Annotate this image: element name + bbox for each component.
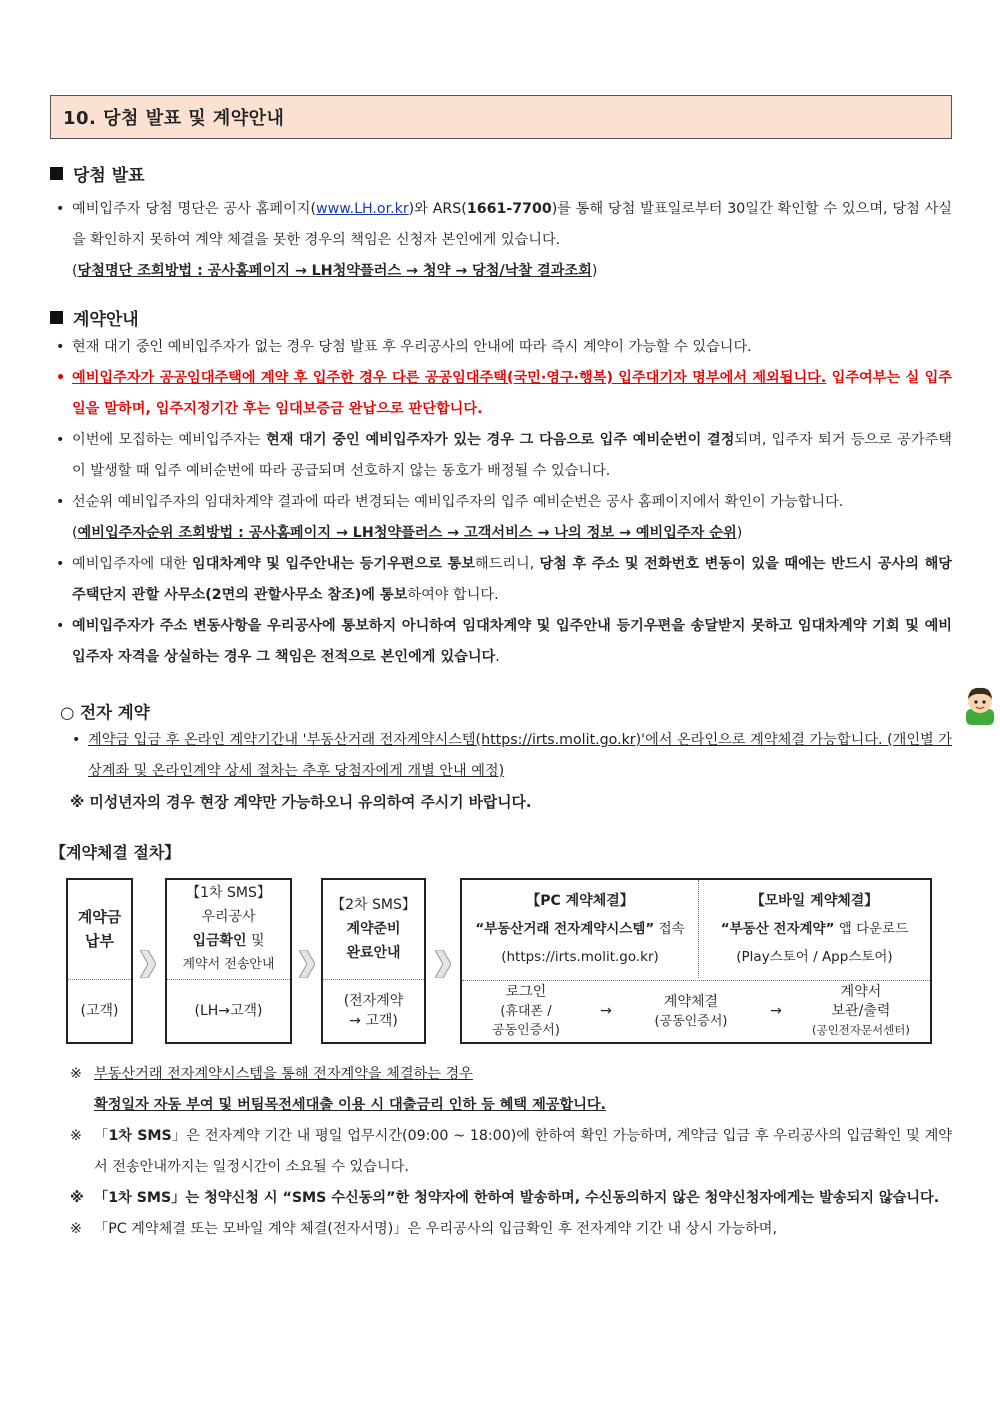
arrow-right-icon: →: [600, 1003, 612, 1019]
flow-title: 【계약체결 절차】: [50, 843, 181, 862]
note-1-benefit: 확정일자 자동 부여 및 버팀목전세대출 이용 시 대출금리 인하 등 혜택 제공합니다.: [94, 1097, 606, 1113]
document-page: [50, 95, 952, 1245]
step-login: 로그인 (휴대폰 / 공동인증서): [492, 984, 560, 1038]
contract-bullet-3: • 이번에 모집하는 예비입주자는 현재 대기 중인 예비입주자가 있는 경우 그 다음으로 입주 예비순번이 결정되며, 입주자 퇴거 등으로 공가주택이 발생할 때 입주 예비순번에 따라 공급되며 선호하지 않는 동호가 배정될 수 있습니다.: [50, 425, 952, 487]
contract-flow-diagram: [50, 875, 952, 1055]
arrow-right-icon: →: [770, 1003, 782, 1019]
flow-step-sms1: 【1차 SMS】 우리공사 입금확인 및 계약서 전송안내 (LH→고객): [165, 878, 292, 1044]
contract-bullet-4: • 선순위 예비입주자의 임대차계약 결과에 따라 변경되는 예비입주자의 입주 예비순번은 공사 홈페이지에서 확인이 가능합니다.: [50, 487, 952, 518]
chevron-right-icon: [140, 950, 156, 978]
announce-heading: 당첨 발표: [50, 161, 952, 186]
note-1: ※ 부동산거래 전자계약시스템을 통해 전자계약을 체결하는 경우: [70, 1066, 473, 1082]
contract-bullet-2: • 예비입주자가 공공임대주택에 계약 후 입주한 경우 다른 공공임대주택(국민·영구·행복) 입주대기자 명부에서 제외됩니다. 입주여부는 실 입주일을 말하며, 입주지정기간 후는 임대보증금 완납으로 판단합니다.: [50, 363, 952, 425]
assistant-avatar-icon[interactable]: [963, 685, 997, 725]
lh-homepage-link[interactable]: www.LH.or.kr: [316, 201, 409, 217]
step-sign: 계약체결 (공동인증서): [654, 993, 728, 1029]
announce-paragraph: • 예비입주자 당첨 명단은 공사 홈페이지(www.LH.or.kr)와 ARS(1661-7700)를 통해 당첨 발표일로부터 30일간 확인할 수 있으며, 당첨 사실을 확인하지 못하여 계약 체결을 못한 경우의 책임은 신청자 본인에게 있습니다.: [50, 194, 952, 256]
note-3: ※ 「1차 SMS」는 청약신청 시 “SMS 수신동의”한 청약자에 한하여 발송하며, 수신동의하지 않은 청약신청자에게는 발송되지 않습니다.: [70, 1190, 940, 1206]
flow-step-deposit: 계약금 납부 (고객): [66, 878, 133, 1044]
contract-bullet-1: • 현재 대기 중인 예비입주자가 없는 경우 당첨 발표 후 우리공사의 안내에 따라 즉시 계약이 가능할 수 있습니다.: [50, 332, 952, 363]
announce-lookup-path: (당첨명단 조회방법 : 공사홈페이지 → LH청약플러스 → 청약 → 당첨/낙찰 결과조회): [72, 263, 598, 279]
econtract-steps: [462, 980, 930, 1042]
pc-contract-panel: 【PC 계약체결】 “부동산거래 전자계약시스템” 접속 (https://irts.molit.go.kr): [462, 880, 699, 978]
waitlist-lookup-path: (예비입주자순위 조회방법 : 공사홈페이지 → LH청약플러스 → 고객서비스 → 나의 정보 → 예비입주자 순위): [72, 525, 743, 541]
step-archive: 계약서 보관/출력 (공인전자문서센터): [812, 984, 910, 1037]
square-bullet-icon: [50, 167, 63, 180]
econtract-bullet: • 계약금 입금 후 온라인 계약기간내 '부동산거래 전자계약시스템(https://irts.molit.go.kr)'에서 온라인으로 계약체결 가능합니다. (개인별 가상계좌 및 온라인계약 상세 절차는 추후 당첨자에게 개별 안내 예정): [50, 725, 952, 787]
chevron-right-icon: [299, 950, 315, 978]
minor-warning: ※ 미성년자의 경우 현장 계약만 가능하오니 유의하여 주시기 바랍니다.: [70, 794, 532, 811]
section-title: 10. 당첨 발표 및 계약안내: [50, 95, 952, 139]
flow-step-econtract: [460, 878, 932, 1044]
contract-bullet-6: • 예비입주자가 주소 변동사항을 우리공사에 통보하지 아니하여 임대차계약 및 입주안내 등기우편을 송달받지 못하고 임대차계약 기회 및 예비입주자 자격을 상실하는 경우 그 책임은 전적으로 본인에게 있습니다.: [50, 611, 952, 673]
square-bullet-icon: [50, 311, 63, 324]
flow-step-sms2: 【2차 SMS】 계약준비 완료안내 (전자계약 → 고객): [321, 878, 426, 1044]
chevron-right-icon: [435, 950, 451, 978]
note-2: ※ 「1차 SMS」은 전자계약 기간 내 평일 업무시간(09:00 ~ 18:00)에 한하여 확인 가능하며, 계약금 입금 후 우리공사의 입금확인 및 계약서 전송안내까지는 일정시간이 소요될 수 있습니다.: [70, 1128, 952, 1175]
note-4: ※ 「PC 계약체결 또는 모바일 계약 체결(전자서명)」은 우리공사의 입금확인 후 전자계약 기간 내 상시 가능하며,: [70, 1221, 777, 1237]
econtract-heading: ○ 전자 계약: [60, 703, 150, 722]
contract-heading: 계약안내: [50, 305, 952, 330]
mobile-contract-panel: 【모바일 계약체결】 “부동산 전자계약” 앱 다운로드 (Play스토어 / App스토어): [720, 893, 909, 965]
contract-bullet-5: • 예비입주자에 대한 임대차계약 및 입주안내는 등기우편으로 통보해드리니, 당첨 후 주소 및 전화번호 변동이 있을 때에는 반드시 공사의 해당 주택단지 관할 사무소(2면의 관할사무소 참조)에 통보하여야 합니다.: [50, 549, 952, 611]
